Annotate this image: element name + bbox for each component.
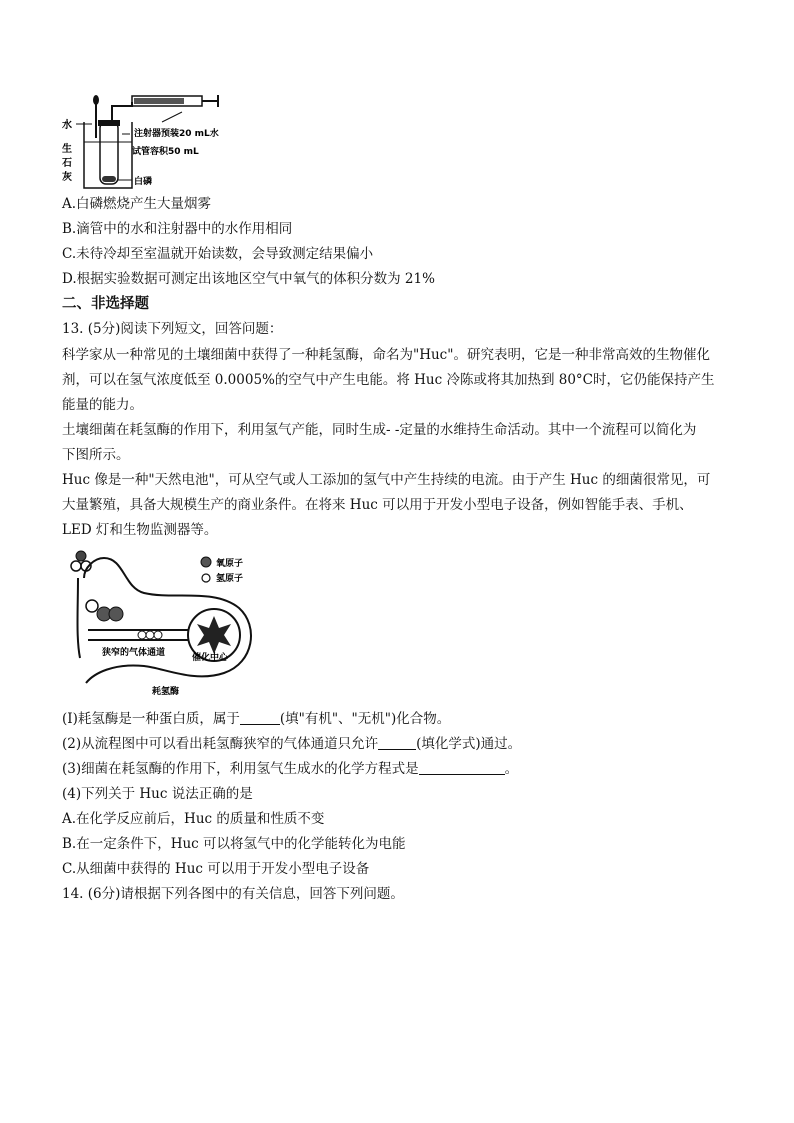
q12-option-d: D.根据实验数据可测定出该地区空气中氧气的体积分数为 21% — [62, 271, 435, 287]
q12-option-c: C.未待冷却至室温就开始读数，会导致测定结果偏小 — [62, 246, 374, 262]
q13-sub-3-post: 。 — [504, 761, 519, 777]
q13-sub-2-blank[interactable] — [378, 735, 416, 750]
label-lime-1: 生 — [62, 144, 72, 155]
q13-sub-1-pre: (I)耗氢酶是一种蛋白质，属于 — [62, 711, 240, 727]
experiment-apparatus-figure — [62, 92, 242, 192]
q13-sub-3-pre: (3)细菌在耗氢酶的作用下，利用氢气生成水的化学方程式是 — [62, 761, 419, 777]
legend-oxygen: 氧原子 — [216, 559, 244, 569]
label-enzyme: 耗氢酶 — [152, 687, 180, 697]
q13-sub-2 — [62, 735, 521, 753]
q13-sub-3 — [62, 760, 518, 778]
q13-sub-4-option-b: B.在一定条件下，Huc 可以将氢气中的化学能转化为电能 — [62, 836, 406, 852]
q13-sub-1 — [62, 710, 450, 728]
label-lime-2: 石 — [62, 158, 72, 169]
q13-sub-4-option-c: C.从细菌中获得的 Huc 可以用于开发小型电子设备 — [62, 861, 370, 877]
q13-header: 13. (5分)阅读下列短文，回答问题： — [62, 321, 283, 337]
enzyme-diagram-figure — [64, 548, 264, 700]
label-syringe: 注射器预装20 mL水 — [134, 129, 219, 139]
legend-hydrogen: 氢原子 — [216, 574, 244, 584]
q13-passage-line-1: 科学家从一种常见的土壤细菌中获得了一种耗氢酶，命名为"Huc"。研究表明，它是一种非常高效的生物催化 — [62, 347, 710, 363]
q13-sub-2-pre: (2)从流程图中可以看出耗氢酶狭窄的气体通道只允许 — [62, 736, 379, 752]
q13-sub-3-blank[interactable] — [419, 760, 505, 775]
label-catalytic-center: 催化中心 — [192, 653, 229, 663]
q13-sub-4: (4)下列关于 Huc 说法正确的是 — [62, 786, 253, 802]
q13-passage-line-4: 土壤细菌在耗氢酶的作用下，利用氢气产能，同时生成- -定量的水维持生命活动。其中一个流程可以简化为 — [62, 422, 697, 438]
q13-passage-line-5: 下图所示。 — [62, 447, 130, 463]
q13-passage-line-3: 能量的能力。 — [62, 397, 143, 413]
q13-sub-1-post: (填"有机"、"无机")化合物。 — [279, 711, 451, 727]
q13-passage-line-2: 剂，可以在氢气浓度低至 0.0005%的空气中产生电能。将 Huc 冷陈或将其加热到 80°C时，它仍能保持产生 — [62, 372, 715, 388]
label-water: 水 — [62, 120, 72, 131]
label-gas-channel: 狭窄的气体通道 — [102, 648, 166, 658]
q13-passage-line-6: Huc 像是一种"天然电池"，可从空气或人工添加的氢气中产生持续的电流。由于产生 Huc 的细菌很常见，可 — [62, 472, 711, 488]
q13-passage-line-8: LED 灯和生物监测器等。 — [62, 522, 218, 538]
q13-sub-4-option-a: A.在化学反应前后，Huc 的质量和性质不变 — [62, 811, 325, 827]
q12-option-a: A.白磷燃烧产生大量烟雾 — [62, 196, 212, 212]
q13-sub-1-blank[interactable] — [240, 710, 280, 725]
q12-option-b: B.滴管中的水和注射器中的水作用相同 — [62, 221, 293, 237]
q13-sub-2-post: (填化学式)通过。 — [416, 736, 522, 752]
label-lime-3: 灰 — [62, 172, 72, 183]
label-phosphorus: 白磷 — [134, 177, 153, 187]
q14-header: 14. (6分)请根据下列各图中的有关信息，回答下列问题。 — [62, 886, 404, 902]
q13-passage-line-7: 大量繁殖，具备大规模生产的商业条件。在将来 Huc 可以用于开发小型电子设备，例如智能手表、手机、 — [62, 497, 693, 513]
section-title: 二、非选择题 — [62, 295, 149, 312]
label-tube: 试管容积50 mL — [132, 147, 199, 157]
